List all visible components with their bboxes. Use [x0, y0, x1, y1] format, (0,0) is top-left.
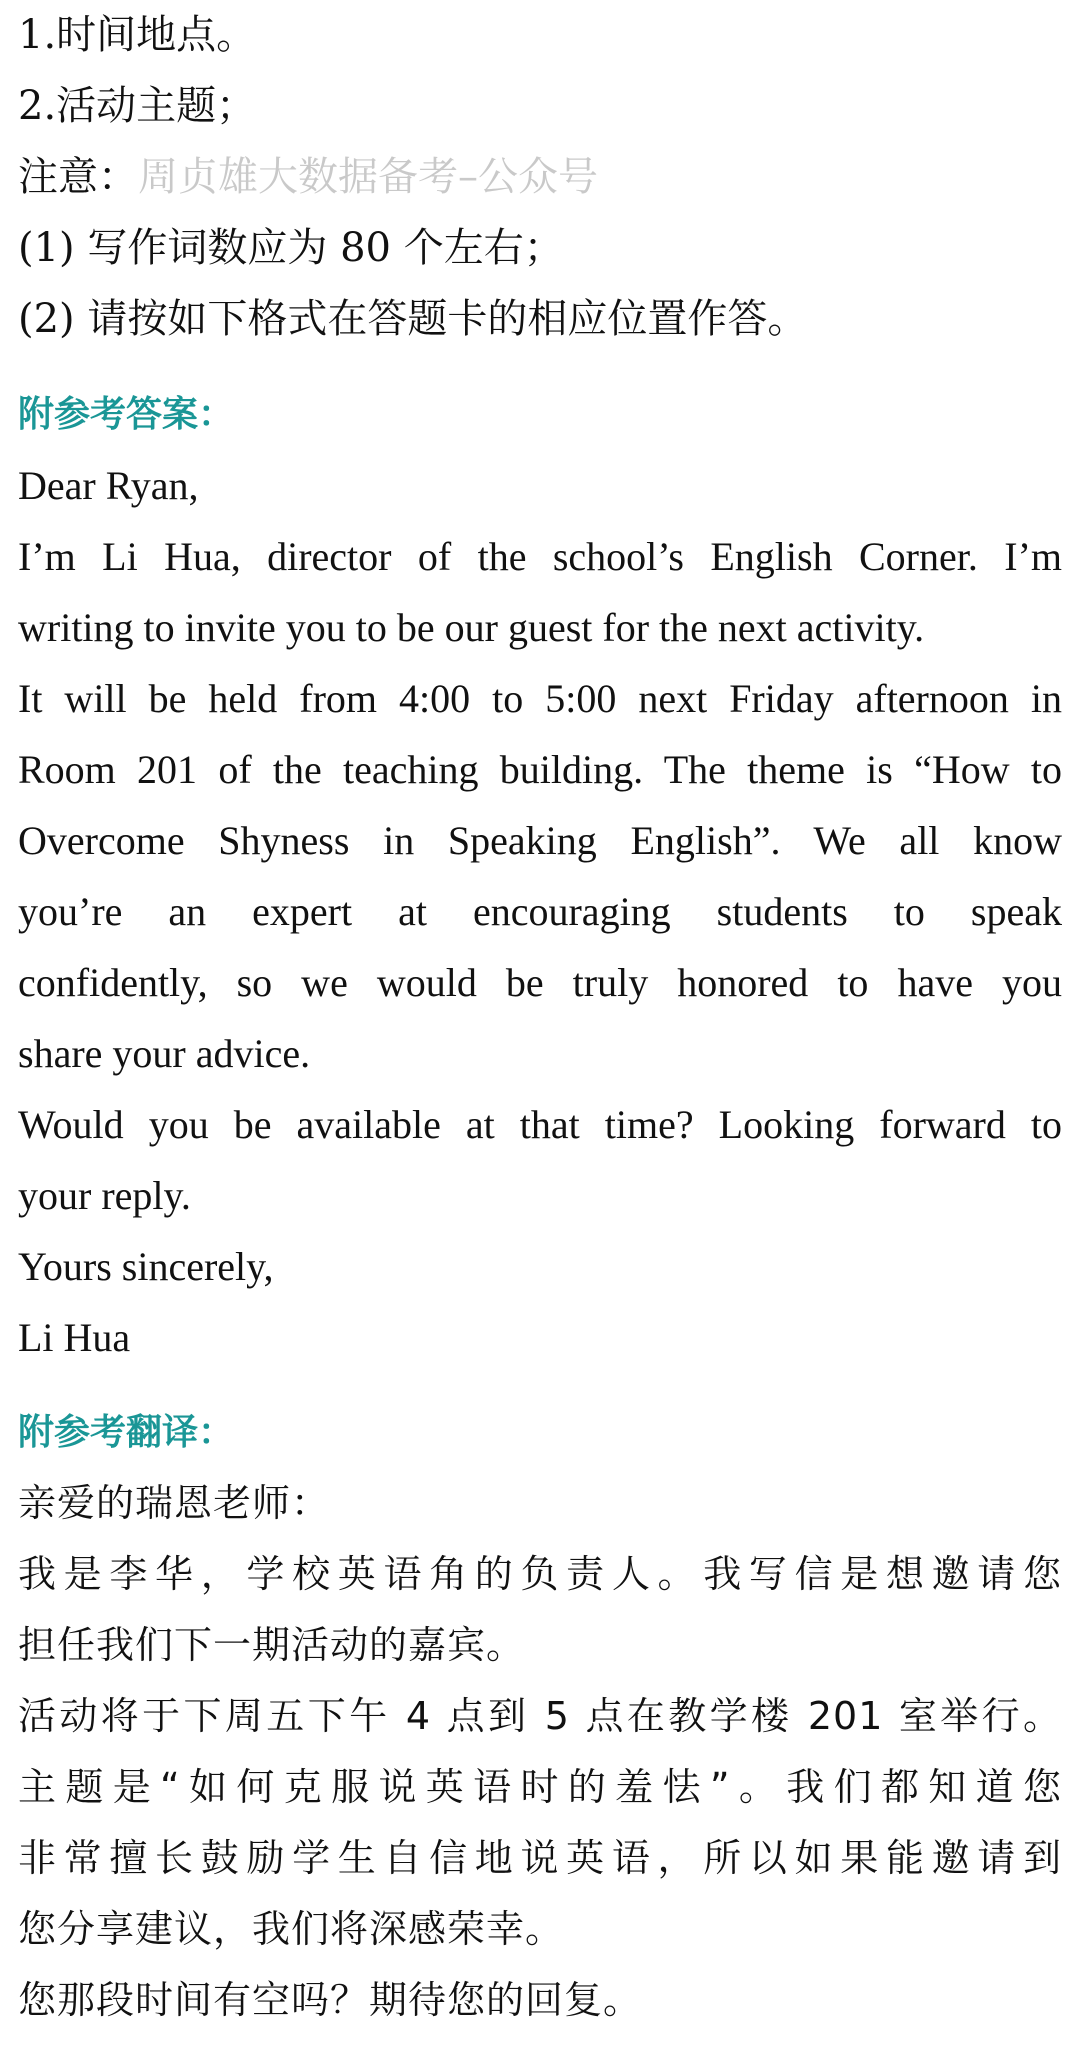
translation-line: 主题是“如何克服说英语时的羞怯”。我们都知道您: [18, 1765, 1062, 1809]
translation-line: 亲爱的瑞恩老师：: [18, 1481, 331, 1525]
answer-line: I’m Li Hua, director of the school’s English Corner. I’m: [18, 534, 1062, 579]
translation-line: 我是李华，学校英语角的负责人。我写信是想邀请您: [18, 1552, 1062, 1596]
answer-line: Would you be available at that time? Looking forward to: [18, 1102, 1062, 1147]
section-gap: [18, 355, 1062, 379]
note-label: 注意：: [18, 154, 138, 200]
answer-line: It will be held from 4:00 to 5:00 next Friday afternoon in: [18, 676, 1062, 721]
answer-heading: 附参考答案：: [18, 394, 235, 435]
note-line: [18, 142, 1062, 213]
instruction-item-2: 2.活动主题；: [18, 83, 257, 129]
translation-line: 您分享建议，我们将深感荣幸。: [18, 1907, 565, 1951]
answer-line: confidently, so we would be truly honored to have you: [18, 960, 1062, 1005]
translation-line: 活动将于下周五下午 4 点到 5 点在教学楼 201 室举行。: [18, 1694, 1062, 1738]
answer-line: writing to invite you to be our guest for the next activity.: [18, 605, 925, 650]
translation-heading: 附参考翻译：: [18, 1412, 235, 1453]
document-page: [18, 0, 1062, 2036]
translation-line: 担任我们下一期活动的嘉宾。: [18, 1623, 526, 1667]
requirement-2: (2) 请按如下格式在答题卡的相应位置作答。: [18, 296, 808, 342]
watermark-text: 周贞雄大数据备考–公众号: [138, 154, 598, 200]
translation-line: 非常擅长鼓励学生自信地说英语，所以如果能邀请到: [18, 1836, 1062, 1880]
answer-line: Overcome Shyness in Speaking English”. We all know: [18, 818, 1062, 863]
translation-line: 您那段时间有空吗？期待您的回复。: [18, 1978, 643, 2022]
instruction-item-1: 1.时间地点。: [18, 12, 257, 58]
answer-line: you’re an expert at encouraging students to speak: [18, 889, 1062, 934]
requirement-1: (1) 写作词数应为 80 个左右；: [18, 225, 564, 271]
answer-line: Li Hua: [18, 1315, 131, 1360]
answer-line: Dear Ryan,: [18, 463, 199, 508]
answer-line: Yours sincerely,: [18, 1244, 274, 1289]
section-gap: [18, 1373, 1062, 1397]
answer-line: Room 201 of the teaching building. The theme is “How to: [18, 747, 1062, 792]
answer-line: your reply.: [18, 1173, 191, 1218]
answer-line: share your advice.: [18, 1031, 311, 1076]
